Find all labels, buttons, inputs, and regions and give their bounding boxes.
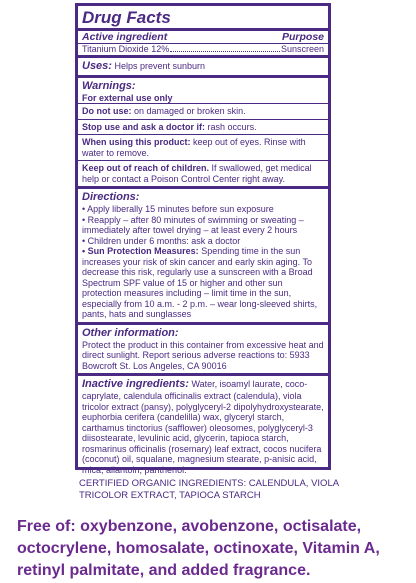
when-using-label: When using this product: (82, 137, 191, 147)
when-using (82, 135, 324, 160)
directions-list (82, 204, 324, 320)
active-ingredient-name: Titanium Dioxide 12% (82, 44, 170, 54)
inactive-label: Inactive ingredients: (82, 378, 189, 390)
list-item: • Reapply – after 80 minutes of swimming or sweating – immediately after towel drying – at least every 2 hours (82, 214, 304, 235)
stop-use (82, 120, 324, 135)
dot-leader (170, 51, 280, 52)
uses-text: Helps prevent sunburn (114, 60, 206, 71)
other-info-label: Other information: (82, 326, 179, 339)
when-using-text: keep out of eyes. Rinse with water to remove. (82, 137, 306, 158)
free-of-statement: Free of: oxybenzone, avobenzone, octisalate, octocrylene, homosalate, octinoxate, Vitamin A, retinyl palmitate, and added fragrance. (17, 518, 380, 579)
drug-facts-panel (75, 3, 331, 475)
active-ingredient-row (82, 44, 324, 55)
warnings-label: Warnings: (82, 79, 136, 92)
active-ingredient-purpose: Sunscreen (280, 44, 324, 54)
other-info-text: Protect the product in this container from excessive heat and direct sunlight. Report serious adverse reactions to: 5933 Bowcroft St. Los Angeles, CA 90016 (82, 339, 324, 371)
list-item: • Apply liberally 15 minutes before sun exposure (82, 204, 274, 214)
purpose-heading: Purpose (281, 31, 324, 43)
certified-organic: CERTIFIED ORGANIC INGREDIENTS: CALENDULA, VIOLA TRICOLOR EXTRACT, TAPIOCA STARCH (79, 478, 339, 501)
active-ingredient-header (82, 31, 324, 43)
list-item (82, 246, 324, 320)
inactive-text: Water, isoamyl laurate, coco-caprylate, calendula officinalis extract (calendula), viola tricolor extract (pansy), polyglyceryl-2 dipolyhydroxystearate, euphorbia cerifera (candelilla) wax, glyceryl starch, carthamus tinctorius (safflower) oleosomes, polyglyceryl-3 diisostearate, levulinic acid, glycerin, tapioca starch, rosmarinus officinalis (rosemary) leaf extract, cocos nucifera (coconut) oil, squalane, magnesium stearate, p-anisic acid, mica, allantoin, panthenol. (82, 379, 324, 475)
do-not-use-label: Do not use: (82, 106, 132, 116)
do-not-use-text: on damaged or broken skin. (134, 106, 246, 116)
external-use: For external use only (82, 92, 173, 103)
list-item: • Children under 6 months: ask a doctor (82, 235, 241, 246)
keep-out-text: If swallowed, get medical help or contact a Poison Control Center right away. (82, 163, 312, 184)
uses-section (82, 58, 324, 75)
drug-facts-title: Drug Facts (82, 8, 171, 27)
warnings-section (82, 78, 324, 104)
directions-label: Directions: (82, 191, 140, 203)
sun-protection-label: • Sun Protection Measures: (82, 246, 199, 256)
stop-use-text: rash occurs. (207, 121, 257, 132)
uses-label: Uses: (82, 59, 112, 72)
do-not-use (82, 104, 324, 119)
directions-section (82, 189, 324, 322)
keep-out-label: Keep out of reach of children. (82, 163, 210, 173)
keep-out (82, 161, 324, 186)
inactive-section (82, 376, 324, 477)
stop-use-label: Stop use and ask a doctor if: (82, 121, 206, 132)
other-info-section (82, 325, 324, 374)
active-heading: Active ingredient (82, 31, 168, 43)
sun-protection-text: Spending time in the sun increases your risk of skin cancer and early skin aging. To decrease this risk, regularly use a sunscreen with a Broad Spectrum SPF value of 15 or higher and other sun protection measures including – limit time in the sun, especially from 10 a.m. - 2 p.m. – wear long-sleeved shirts, pants, hats and sunglasses (82, 246, 318, 319)
